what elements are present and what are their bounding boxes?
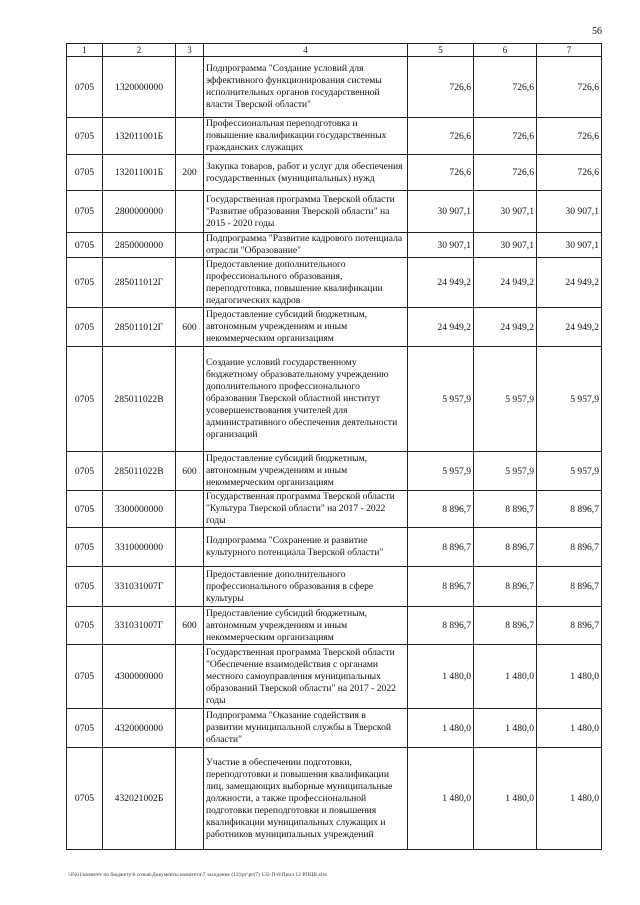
table-row — [67, 528, 602, 567]
amount-col5: 8 896,7 — [408, 607, 474, 645]
section-code: 0705 — [67, 233, 103, 258]
table-row — [67, 191, 602, 233]
table-row — [67, 607, 602, 645]
item-name: Предоставление субсидий бюджетным, автономным учреждениям и иным некоммерческим организациям — [204, 607, 408, 645]
target-article-code: 132011001Б — [103, 155, 176, 191]
expense-type-code — [176, 258, 204, 308]
amount-col5: 24 949,2 — [408, 258, 474, 308]
amount-col6: 30 907,1 — [474, 233, 537, 258]
expense-type-code — [176, 491, 204, 528]
target-article-code: 3310000000 — [103, 528, 176, 567]
amount-col5: 726,6 — [408, 155, 474, 191]
expense-type-code: 200 — [176, 155, 204, 191]
amount-col5: 5 957,9 — [408, 347, 474, 452]
amount-col7: 24 949,2 — [537, 308, 602, 347]
section-code: 0705 — [67, 118, 103, 155]
amount-col6: 8 896,7 — [474, 491, 537, 528]
table-row — [67, 347, 602, 452]
table-row — [67, 709, 602, 748]
amount-col5: 726,6 — [408, 118, 474, 155]
column-header: 3 — [176, 44, 204, 57]
item-name: Подпрограмма "Развитие кадрового потенциала отрасли "Образование" — [204, 233, 408, 258]
file-path-footer: \\Fs01\комитет по бюджету\6 созыв\Документы комитета\7 заседание (12)\рг\рг(7) 132-П-6\Прил 12 РПЦВ.xlsx — [68, 872, 328, 878]
table-row — [67, 233, 602, 258]
amount-col6: 726,6 — [474, 155, 537, 191]
amount-col7: 30 907,1 — [537, 233, 602, 258]
amount-col7: 726,6 — [537, 155, 602, 191]
expense-type-code — [176, 233, 204, 258]
target-article-code: 4300000000 — [103, 645, 176, 709]
budget-table — [66, 43, 602, 850]
amount-col7: 24 949,2 — [537, 258, 602, 308]
target-article-code: 2850000000 — [103, 233, 176, 258]
column-header: 5 — [408, 44, 474, 57]
item-name: Предоставление субсидий бюджетным, автономным учреждениям и иным некоммерческим организациям — [204, 308, 408, 347]
expense-type-code: 600 — [176, 308, 204, 347]
item-name: Предоставление дополнительного профессионального образования в сфере культуры — [204, 567, 408, 607]
amount-col6: 1 480,0 — [474, 645, 537, 709]
section-code: 0705 — [67, 57, 103, 118]
table-row — [67, 258, 602, 308]
amount-col7: 8 896,7 — [537, 607, 602, 645]
table-row — [67, 645, 602, 709]
expense-type-code — [176, 528, 204, 567]
expense-type-code — [176, 57, 204, 118]
section-code: 0705 — [67, 709, 103, 748]
table-row — [67, 57, 602, 118]
target-article-code: 285011012Г — [103, 308, 176, 347]
section-code: 0705 — [67, 191, 103, 233]
expense-type-code — [176, 709, 204, 748]
item-name: Государственная программа Тверской области "Обеспечение взаимодействия с органами местного самоуправления муниципальных образований Тверской области" на 2017 - 2022 годы — [204, 645, 408, 709]
item-name: Подпрограмма "Создание условий для эффективного функционирования системы исполнительных органов государственной власти Тверской области" — [204, 57, 408, 118]
amount-col6: 1 480,0 — [474, 748, 537, 850]
amount-col7: 5 957,9 — [537, 347, 602, 452]
section-code: 0705 — [67, 491, 103, 528]
expense-type-code — [176, 748, 204, 850]
expense-type-code — [176, 567, 204, 607]
expense-type-code: 600 — [176, 452, 204, 491]
amount-col7: 8 896,7 — [537, 491, 602, 528]
target-article-code: 331031007Г — [103, 607, 176, 645]
amount-col5: 24 949,2 — [408, 308, 474, 347]
amount-col7: 8 896,7 — [537, 567, 602, 607]
table-row — [67, 155, 602, 191]
item-name: Участие в обеспечении подготовки, переподготовки и повышения квалификации лиц, замещающих выборные муниципальные должности, а также профессиональной подготовки переподготовки и повышения квалификации муниципальных служащих и работников муниципальных учреждений — [204, 748, 408, 850]
section-code: 0705 — [67, 748, 103, 850]
section-code: 0705 — [67, 452, 103, 491]
header-row — [67, 44, 602, 57]
amount-col7: 1 480,0 — [537, 709, 602, 748]
amount-col6: 24 949,2 — [474, 258, 537, 308]
target-article-code: 285011022В — [103, 347, 176, 452]
item-name: Профессиональная переподготовка и повышение квалификации государственных гражданских служащих — [204, 118, 408, 155]
target-article-code: 1320000000 — [103, 57, 176, 118]
amount-col6: 30 907,1 — [474, 191, 537, 233]
item-name: Создание условий государственному бюджетному образовательному учреждению дополнительного профессионального образования Тверской областной институт усовершенствования учителей для административного обеспечения деятельности организаций — [204, 347, 408, 452]
amount-col5: 5 957,9 — [408, 452, 474, 491]
target-article-code: 3300000000 — [103, 491, 176, 528]
column-header: 2 — [103, 44, 176, 57]
amount-col6: 5 957,9 — [474, 452, 537, 491]
amount-col6: 24 949,2 — [474, 308, 537, 347]
expense-type-code — [176, 347, 204, 452]
item-name: Государственная программа Тверской области "Культура Тверской области" на 2017 - 2022 годы — [204, 491, 408, 528]
item-name: Подпрограмма "Оказание содействия в развитии муниципальной службы в Тверской области" — [204, 709, 408, 748]
column-header: 6 — [474, 44, 537, 57]
amount-col6: 8 896,7 — [474, 567, 537, 607]
amount-col6: 726,6 — [474, 118, 537, 155]
target-article-code: 331031007Г — [103, 567, 176, 607]
amount-col5: 30 907,1 — [408, 233, 474, 258]
amount-col7: 5 957,9 — [537, 452, 602, 491]
expense-type-code: 600 — [176, 607, 204, 645]
table-row — [67, 452, 602, 491]
item-name: Государственная программа Тверской области "Развитие образования Тверской области" на 2015 - 2020 годы — [204, 191, 408, 233]
amount-col7: 1 480,0 — [537, 748, 602, 850]
section-code: 0705 — [67, 567, 103, 607]
item-name: Закупка товаров, работ и услуг для обеспечения государственных (муниципальных) нужд — [204, 155, 408, 191]
column-header: 7 — [537, 44, 602, 57]
item-name: Подпрограмма "Сохранение и развитие культурного потенциала Тверской области" — [204, 528, 408, 567]
item-name: Предоставление дополнительного профессионального образования, переподготовка, повышение квалификации педагогических кадров — [204, 258, 408, 308]
section-code: 0705 — [67, 155, 103, 191]
item-name: Предоставление субсидий бюджетным, автономным учреждениям и иным некоммерческим организациям — [204, 452, 408, 491]
column-header: 1 — [67, 44, 103, 57]
amount-col6: 1 480,0 — [474, 709, 537, 748]
amount-col6: 5 957,9 — [474, 347, 537, 452]
column-header: 4 — [204, 44, 408, 57]
section-code: 0705 — [67, 308, 103, 347]
amount-col5: 1 480,0 — [408, 748, 474, 850]
amount-col5: 8 896,7 — [408, 491, 474, 528]
amount-col7: 30 907,1 — [537, 191, 602, 233]
expense-type-code — [176, 191, 204, 233]
amount-col6: 8 896,7 — [474, 528, 537, 567]
target-article-code: 285011012Г — [103, 258, 176, 308]
amount-col7: 1 480,0 — [537, 645, 602, 709]
amount-col5: 30 907,1 — [408, 191, 474, 233]
target-article-code: 4320000000 — [103, 709, 176, 748]
amount-col7: 726,6 — [537, 118, 602, 155]
amount-col6: 8 896,7 — [474, 607, 537, 645]
table-row — [67, 308, 602, 347]
section-code: 0705 — [67, 607, 103, 645]
section-code: 0705 — [67, 258, 103, 308]
target-article-code: 2800000000 — [103, 191, 176, 233]
section-code: 0705 — [67, 347, 103, 452]
table-row — [67, 748, 602, 850]
section-code: 0705 — [67, 645, 103, 709]
amount-col5: 1 480,0 — [408, 709, 474, 748]
amount-col7: 8 896,7 — [537, 528, 602, 567]
target-article-code: 432021002Б — [103, 748, 176, 850]
expense-type-code — [176, 645, 204, 709]
table-row — [67, 567, 602, 607]
target-article-code: 132011001Б — [103, 118, 176, 155]
expense-type-code — [176, 118, 204, 155]
page-number: 56 — [592, 26, 602, 37]
amount-col6: 726,6 — [474, 57, 537, 118]
target-article-code: 285011022В — [103, 452, 176, 491]
amount-col5: 8 896,7 — [408, 528, 474, 567]
amount-col7: 726,6 — [537, 57, 602, 118]
amount-col5: 1 480,0 — [408, 645, 474, 709]
table-row — [67, 491, 602, 528]
section-code: 0705 — [67, 528, 103, 567]
amount-col5: 8 896,7 — [408, 567, 474, 607]
amount-col5: 726,6 — [408, 57, 474, 118]
table-row — [67, 118, 602, 155]
